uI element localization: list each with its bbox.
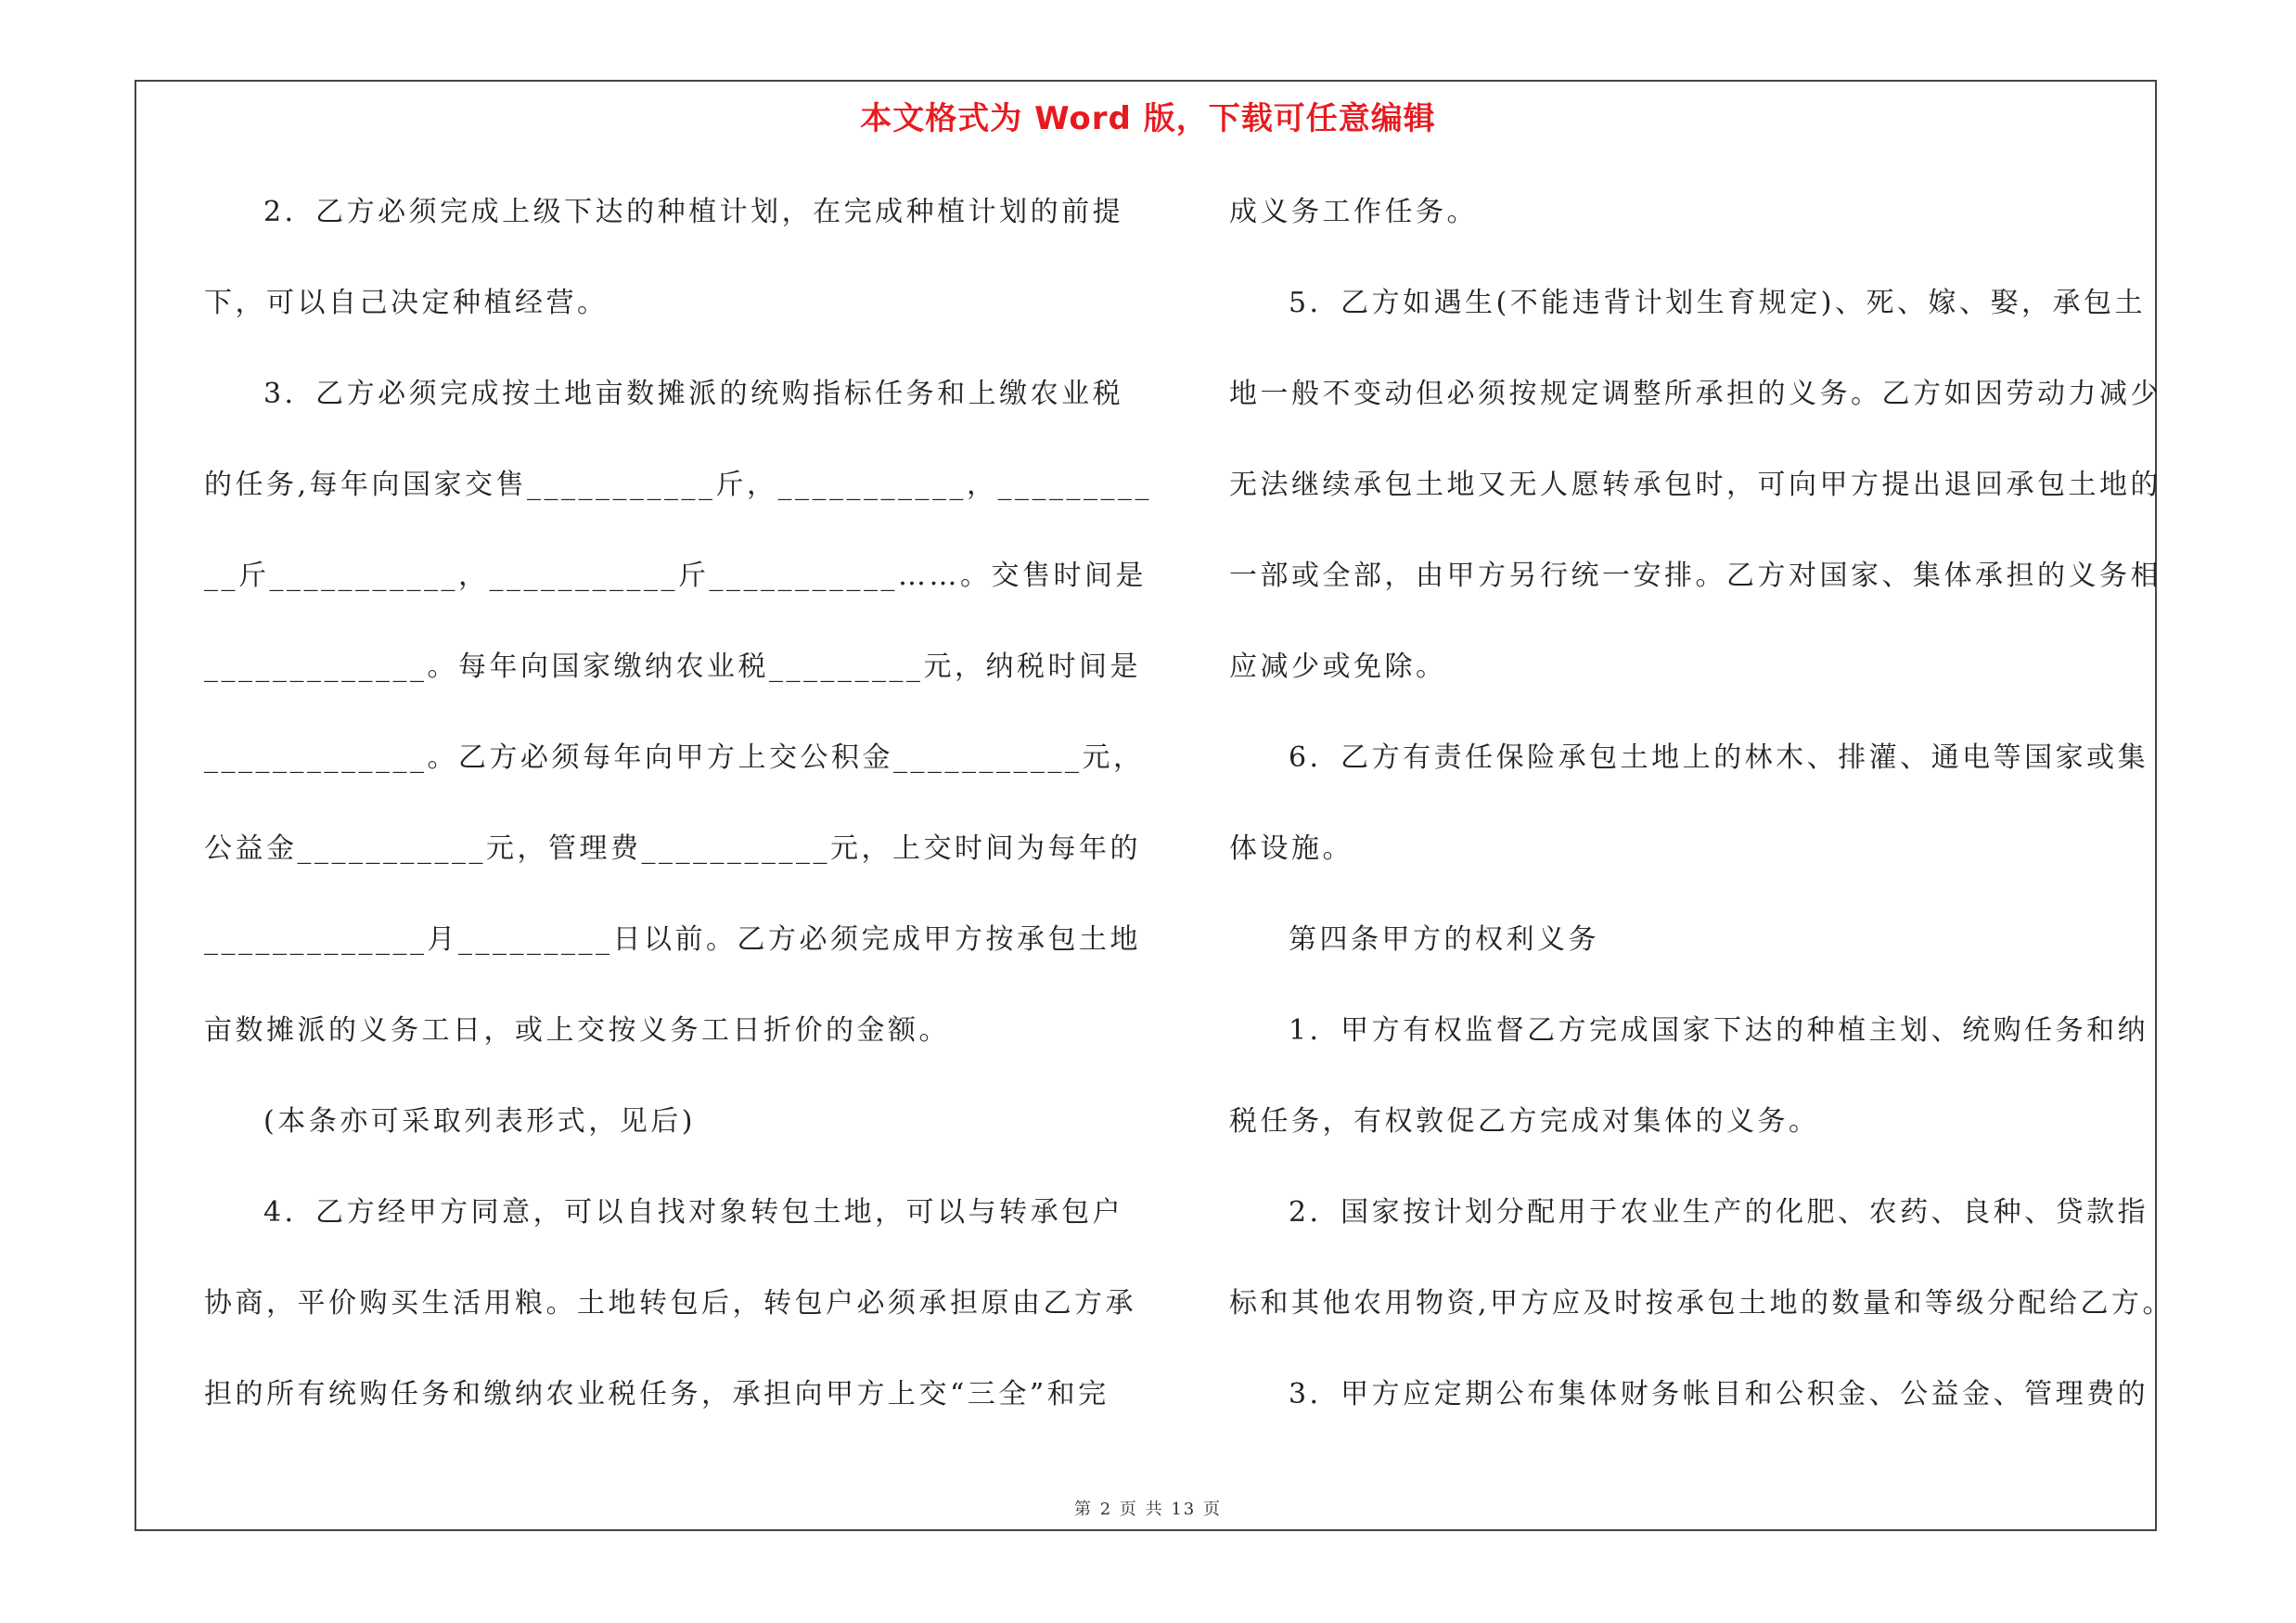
text-line: 体设施。 <box>1229 832 1353 865</box>
text-line: 下，可以自己决定种植经营。 <box>204 287 609 319</box>
text-line: 成义务工作任务。 <box>1229 196 1478 228</box>
text-line: 的任务,每年向国家交售___________斤，___________，_________ <box>204 469 1153 501</box>
text-line: 一部或全部，由甲方另行统一安排。乙方对国家、集体承担的义务相 <box>1229 560 2161 592</box>
page-number-footer: 第 2 页 共 13 页 <box>1074 1500 1222 1519</box>
text-line: 公益金___________元，管理费___________元，上交时间为每年的 <box>204 832 1141 865</box>
text-line: 亩数摊派的义务工日，或上交按义务工日折价的金额。 <box>204 1014 950 1047</box>
text-line: 2．乙方必须完成上级下达的种植计划，在完成种植计划的前提 <box>263 196 1124 228</box>
text-line: _____________。乙方必须每年向甲方上交公积金___________元， <box>204 741 1145 774</box>
text-line: 1．甲方有权监督乙方完成国家下达的种植主划、统购任务和纳 <box>1289 1014 2149 1047</box>
text-line: 标和其他农用物资,甲方应及时按承包土地的数量和等级分配给乙方。 <box>1229 1287 2174 1320</box>
text-line: 5．乙方如遇生(不能违背计划生育规定)、死、嫁、娶，承包土 <box>1289 287 2146 319</box>
text-line: 第四条甲方的权利义务 <box>1289 923 1599 956</box>
text-line: 担的所有统购任务和缴纳农业税任务，承担向甲方上交“三全”和完 <box>204 1378 1110 1410</box>
left-column <box>204 176 1153 1449</box>
text-line: 3．甲方应定期公布集体财务帐目和公积金、公益金、管理费的 <box>1289 1378 2149 1410</box>
right-column <box>1229 176 2174 1449</box>
text-line: _____________。每年向国家缴纳农业税_________元，纳税时间是 <box>204 650 1141 683</box>
text-line: 6．乙方有责任保险承包土地上的林木、排灌、通电等国家或集 <box>1289 741 2149 774</box>
word-format-banner: 本文格式为 Word 版，下载可任意编辑 <box>860 100 1436 137</box>
text-line: 4．乙方经甲方同意，可以自找对象转包土地，可以与转承包户 <box>263 1196 1124 1229</box>
text-line: 协商，平价购买生活用粮。土地转包后，转包户必须承担原由乙方承 <box>204 1287 1136 1320</box>
text-line: (本条亦可采取列表形式，见后) <box>263 1105 696 1138</box>
text-line: 税任务，有权敦促乙方完成对集体的义务。 <box>1229 1105 1820 1138</box>
text-line: 无法继续承包土地又无人愿转承包时，可向甲方提出退回承包土地的 <box>1229 469 2161 501</box>
text-line: 3．乙方必须完成按土地亩数摊派的统购指标任务和上缴农业税 <box>263 378 1124 410</box>
text-line: _____________月_________日以前。乙方必须完成甲方按承包土地 <box>204 923 1141 956</box>
text-line: __斤___________，___________斤___________……。交售时间是 <box>204 560 1147 592</box>
text-line: 2．国家按计划分配用于农业生产的化肥、农药、良种、贷款指 <box>1289 1196 2149 1229</box>
text-line: 地一般不变动但必须按规定调整所承担的义务。乙方如因劳动力减少 <box>1229 378 2161 410</box>
text-line: 应减少或免除。 <box>1229 650 1447 683</box>
